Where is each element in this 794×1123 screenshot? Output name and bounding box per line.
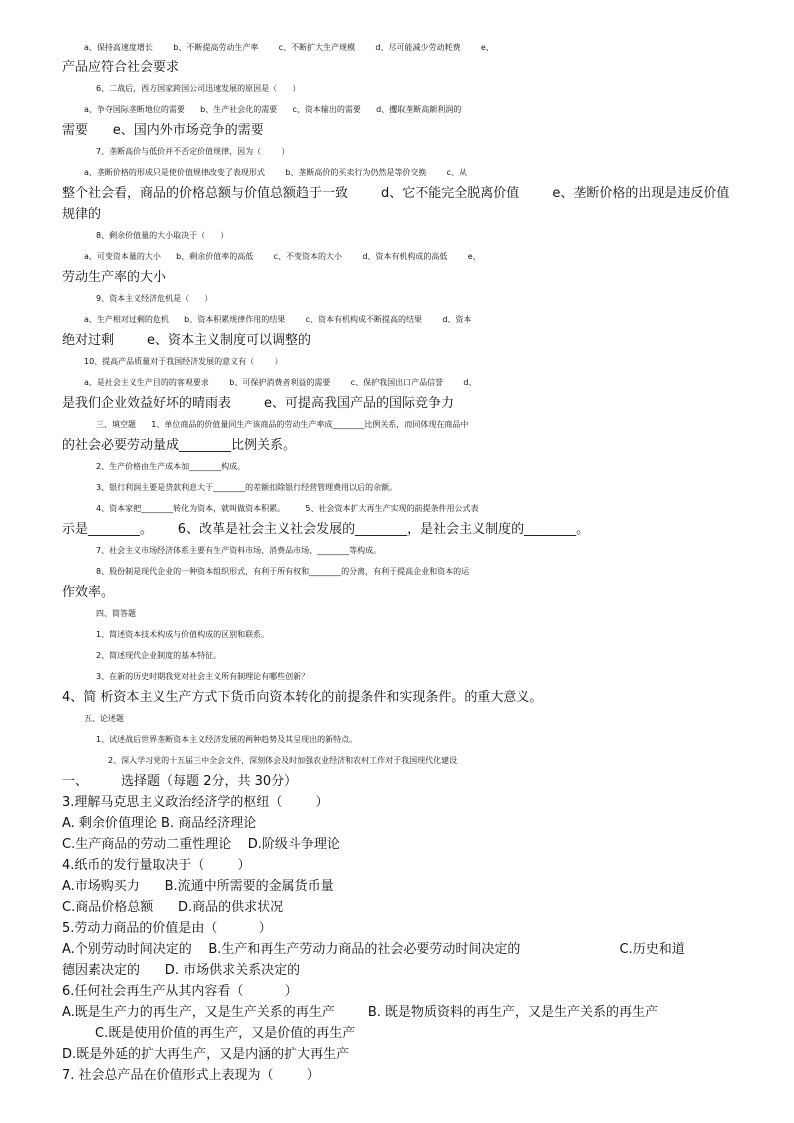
text-line: 2、简述现代企业制度的基本特征。	[96, 651, 222, 660]
question-10: 10、提高产品质量对于我国经济发展的意义有（ ）	[84, 357, 283, 366]
text-line: 8、股份制是现代企业的一种资本组织形式，有利于所有权和________的分离，有利于提高企业和资本的运	[96, 567, 470, 576]
text-line: a、争夺国际垄断地位的需要 b、生产社会化的需要 c、资本输出的需要 d、攫取垄断高额利润的	[84, 105, 462, 114]
text-line: D.既是外延的扩大再生产，又是内涵的扩大再生产	[62, 1047, 350, 1062]
text-line: 产品应符合社会要求	[62, 60, 180, 75]
text-line: 2、深入学习党的十五届三中全会文件，深刻体会及时加强农业经济和农村工作对于我国现代化建设	[108, 756, 458, 765]
question-6: 6、二战后，西方国家跨国公司迅速发展的原因是（ ）	[96, 84, 301, 93]
text-line: A.既是生产力的再生产，又是生产关系的再生产 B. 既是物质资料的再生产，又是生产关系的再生产	[62, 1005, 659, 1020]
text-line: C.既是使用价值的再生产，又是价值的再生产	[62, 1026, 356, 1041]
text-line: 需要 e、国内外市场竞争的需要	[62, 123, 264, 138]
text-line: 劳动生产率的大小	[62, 270, 167, 285]
text-line: 2、生产价格由生产成本加________构成。	[96, 462, 246, 471]
text-line: 德因素决定的 D. 市场供求关系决定的	[62, 963, 301, 978]
question-6b: 6.任何社会再生产从其内容看（ ）	[62, 984, 298, 999]
text-line: A.个别劳动时间决定的 B.生产和再生产劳动力商品的社会必要劳动时间决定的 C.历史和道	[62, 942, 685, 957]
text-line: 示是________。 6、改革是社会主义社会发展的________，是社会主义制度的________。	[62, 522, 590, 537]
text-line: 整个社会看，商品的价格总额与价值总额趋于一致 d、它不能完全脱离价值 e、垄断价格的出现是违反价值	[62, 186, 730, 201]
text-line: a、保持高速度增长 b、不断提高劳动生产率 c、不断扩大生产规模 d、尽可能减少劳动耗费 e、	[84, 43, 494, 52]
text-line: a、生产相对过剩的危机 b、资本积累规律作用的结果 c、资本有机构成不断提高的结果 d、资本	[84, 315, 472, 324]
question-3: 3.理解马克思主义政治经济学的枢纽（ ）	[62, 795, 329, 810]
text-line: 3、在新的历史时期我党对社会主义所有制理论有哪些创新？	[96, 672, 310, 681]
text-line: 作效率。	[62, 585, 115, 600]
section-essay-heading: 五、论述题	[84, 714, 124, 723]
text-line: a、可变资本量的大小 b、剩余价值率的高低 c、不变资本的大小 d、资本有机构成的高低 e、	[84, 252, 481, 261]
text-line: 的社会必要劳动量成________比例关系。	[62, 438, 297, 453]
text-line: C.生产商品的劳动二重性理论 D.阶级斗争理论	[62, 837, 340, 852]
text-line: 绝对过剩 e、资本主义制度可以调整的	[62, 333, 312, 348]
question-8: 8、剩余价值量的大小取决于（ ）	[96, 231, 229, 240]
text-line: 3、银行利润主要是贷款利息大于________的差额扣除银行经营管理费用以后的余额。	[96, 483, 398, 492]
text-line: a、是社会主义生产目的的客观要求 b、可保护消费者利益的需要 c、保护我国出口产品信誉 d、	[84, 378, 477, 387]
question-9: 9、资本主义经济危机是（ ）	[96, 294, 213, 303]
text-line: A. 剩余价值理论 B. 商品经济理论	[62, 816, 257, 831]
question-7b: 7. 社会总产品在价值形式上表现为（ ）	[62, 1068, 320, 1083]
text-line: 4、简 析资本主义生产方式下货币向资本转化的前提条件和实现条件。的重大意义。	[62, 690, 543, 705]
question-5: 5.劳动力商品的价值是由（ ）	[62, 921, 272, 936]
text-line: 4、资本家把________转化为资本，就叫做资本积累。 5、社会资本扩大再生产实现的前提条件用公式表	[96, 504, 479, 513]
text-line: 规律的	[62, 207, 102, 222]
text-line: 7、社会主义市场经济体系主要有生产资料市场、消费品市场、________等构成。	[96, 546, 382, 555]
text-line: A.市场购买力 B.流通中所需要的金属货币量	[62, 879, 334, 894]
section-choice-heading: 一、 选择题（每题 2分，共 30分）	[62, 774, 298, 789]
question-7: 7、垄断高价与低价并不否定价值规律，因为（ ）	[96, 147, 290, 156]
text-line: 1、试述战后世界垄断资本主义经济发展的两种趋势及其呈现出的新特点。	[96, 735, 358, 744]
text-line: C.商品价格总额 D.商品的供求状况	[62, 900, 284, 915]
section-fill-in-heading: 三、填空题 1、单位商品的价值量同生产该商品的劳动生产率成________比例关系，而同体现在商品中	[96, 420, 469, 429]
text-line: 是我们企业效益好坏的晴雨表 e、可提高我国产品的国际竞争力	[62, 396, 455, 411]
text-line: 1、简述资本技术构成与价值构成的区别和联系。	[96, 630, 270, 639]
section-short-answer-heading: 四、简答题	[96, 609, 136, 618]
text-line: a、垄断价格的形成只是使价值规律改变了表现形式 b、垄断高价的买卖行为仍然是等价交换 c、从	[84, 168, 468, 177]
question-4: 4.纸币的发行量取决于（ ）	[62, 858, 251, 873]
